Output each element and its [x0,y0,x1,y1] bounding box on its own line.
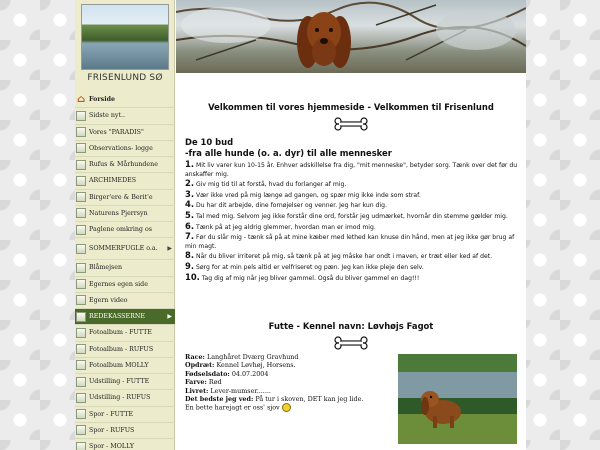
menu-item-spor-rufus[interactable]: Spor - RUFUS [75,423,175,439]
menu-item-fotoalbum-rufus[interactable]: Fotoalbum - RUFUS [75,342,175,358]
closing-line: En bette harejagt er oss' sjov [185,403,400,412]
list-item: 8. Når du bliver irriteret på mig, så tænk på at jeg måske har ondt i maven, er træt eller ked af det. [185,250,493,261]
page-icon [76,279,86,289]
menu-item-fotoalbum-molly[interactable]: Fotoalbum MOLLY [75,358,175,374]
page-icon [76,328,86,338]
menu-item-redekasserne[interactable]: REDEKASSERNE ▶ [75,309,175,325]
menu-item-forside[interactable]: ⌂ Forside [75,92,175,108]
fact-race: Race: Langhåret Dværg Gravhund [185,353,299,361]
menu-item-egernes[interactable]: Egernes egen side [75,277,175,293]
menu-item-paradis[interactable]: Vores "PARADIS" [75,125,175,141]
bone-divider-icon [332,117,370,131]
page-icon [76,377,86,387]
page-icon [76,244,86,254]
menu-item-fotoalbum-futte[interactable]: Fotoalbum - FUTTE [75,325,175,341]
main-content [176,73,526,450]
menu-item-spor-molly[interactable]: Spor - MOLLY [75,439,175,450]
fact-opdraet: Opdræt: Kennel Løvhøj, Horsens. [185,361,296,370]
submenu-arrow-icon: ▶ [167,313,172,321]
page-icon [76,127,86,137]
menu-item-blamejsen[interactable]: Blåmejsen [75,260,175,276]
page-icon [76,225,86,235]
page-icon [76,160,86,170]
page-icon [76,409,86,419]
menu-item-egern-video[interactable]: Egern video [75,293,175,309]
site-title: FRISENLUND SØ [87,73,163,83]
list-item: 3. Vær ikke vred på mig længe ad gangen, og spær mig ikke inde som straf. [185,188,421,199]
page-icon [76,263,86,273]
menu-item-spor-futte[interactable]: Spor - FUTTE [75,407,175,423]
futte-heading: Futte - Kennel navn: Løvhøjs Fagot [268,321,434,331]
page-icon [76,295,86,305]
page-icon [76,344,86,354]
page-icon [76,176,86,186]
list-item: 7. Før du slår mig - tænk så på at mine kæber med lethed kan knuse din hånd, men at jeg ikke gør brug af min magt. [185,231,515,250]
fact-birthdate: Fødselsdato: 04.07.2004 [185,369,269,378]
header-photo-art [176,0,526,73]
menu-item-sommerfugle[interactable]: SOMMERFUGLE o.a. ▶ [75,238,175,260]
fact-color: Farve: Rød [185,378,222,387]
list-item: 2. Giv mig tid til at forstå, hvad du forlanger af mig. [185,178,347,189]
page-icon [76,192,86,202]
page-icon [76,360,86,370]
page-frame [75,0,526,450]
commandments-list [185,160,521,283]
sidebar [75,0,175,450]
futte-photo [398,354,517,444]
menu-item-udstilling-futte[interactable]: Udstilling - FUTTE [75,374,175,390]
list-item: 4. Du har dit arbejde, dine fornøjelser og venner. Jeg har kun dig. [185,199,387,210]
list-item: 1. Mit liv varer kun 10-15 år. Enhver adskillelse fra dig, "mit menneske", betyder sorg. Tænk over det før du anskaffer mig. [185,159,518,178]
menu-item-birger[interactable]: Birger'ere & Berit'e [75,190,175,206]
menu-item-paglene[interactable]: Paglene omkring os [75,222,175,238]
page-icon [76,111,86,121]
list-item: 10. Tag dig af mig når jeg bliver gammel. Også du bliver gammel en dag!!! [185,271,420,282]
header-dog-photo [176,0,526,73]
page-icon [76,312,86,322]
list-item: 6. Tænk på at jeg aldrig glemmer, hvordan man er imod mig. [185,220,376,231]
ten-commandments-title: De 10 bud -fra alle hunde (o. a. dyr) til alle mennesker [185,137,392,158]
submenu-arrow-icon: ▶ [167,245,172,253]
page-icon [76,442,86,450]
menu-item-rufus[interactable]: Rufus & Mårhundene [75,157,175,173]
bone-divider-icon [332,336,370,350]
list-item: 5. Tal med mig. Selvom jeg ikke forstår dine ord, forstår jeg udmærket, hvornår din stemme gælder mig. [185,209,508,220]
welcome-heading: Velkommen til vores hjemmeside - Velkommen til Frisenlund [208,102,494,112]
dog-facts [185,353,400,412]
menu-item-naturens[interactable]: Naturens Pjerrsyn [75,206,175,222]
list-item: 9. Sørg for at min pels altid er velfriseret og pæn. Jeg kan ikke pleje den selv. [185,260,424,271]
menu-item-sidste-nyt[interactable]: Sidste nyt.. [75,108,175,124]
lake-photo [81,4,169,70]
smiley-icon [282,403,291,412]
page-icon [76,393,86,403]
page-icon [76,425,86,435]
page-icon [76,143,86,153]
menu-item-observations[interactable]: Observations- logge [75,141,175,157]
menu-item-archimedes[interactable]: ARCHIMEDES [75,173,175,189]
nav-menu [75,92,175,450]
page-icon [76,208,86,218]
home-icon: ⌂ [76,93,86,105]
fact-best-thing: Det bedste jeg ved: På tur i skoven, DET kan jeg lide. [185,395,364,404]
menu-item-udstilling-rufus[interactable]: Udstilling - RUFUS [75,390,175,406]
fact-favorite-food: Livret: Lever-mumser....... [185,386,271,395]
